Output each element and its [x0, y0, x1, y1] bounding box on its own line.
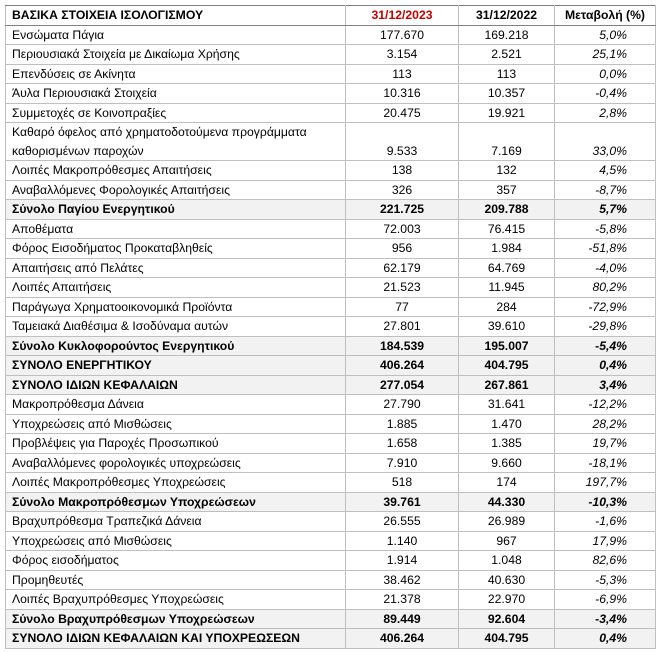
- row-change: -6,9%: [555, 590, 656, 610]
- row-label: Λοιπές Μακροπρόθεσμες Υποχρεώσεις: [6, 473, 346, 493]
- table-row: [6, 473, 656, 493]
- row-label: Φόρος Εισοδήματος Προκαταβληθείς: [6, 239, 346, 259]
- row-value-2022: 19.921: [459, 103, 555, 123]
- row-change: 82,6%: [555, 551, 656, 571]
- row-value-2022: 10.357: [459, 84, 555, 104]
- row-value-2022: 967: [459, 531, 555, 551]
- row-label: Ενσώματα Πάγια: [6, 25, 346, 45]
- row-value-2023: 1.140: [346, 531, 459, 551]
- total-row: [6, 629, 656, 649]
- row-value-2022: 2.521: [459, 45, 555, 65]
- row-value-2023: 138: [346, 161, 459, 181]
- row-label: Σύνολο Παγίου Ενεργητικού: [6, 200, 346, 220]
- table-row: [6, 84, 656, 104]
- row-label: Αναβαλλόμενες φορολογικές υποχρεώσεις: [6, 453, 346, 473]
- table-row: [6, 258, 656, 278]
- row-label: Μακροπρόθεσμα Δάνεια: [6, 395, 346, 415]
- row-label: Βραχυπρόθεσμα Τραπεζικά Δάνεια: [6, 512, 346, 532]
- row-label: ΣΥΝΟΛΟ ΙΔΙΩΝ ΚΕΦΑΛΑΙΩΝ ΚΑΙ ΥΠΟΧΡΕΩΣΕΩΝ: [6, 629, 346, 649]
- row-value-2023: 406.264: [346, 629, 459, 649]
- row-label: Λοιπές Βραχυπρόθεσμες Υποχρεώσεις: [6, 590, 346, 610]
- row-change: 197,7%: [555, 473, 656, 493]
- row-value-2022: 11.945: [459, 278, 555, 298]
- row-label: Σύνολο Μακροπρόθεσμων Υποχρεώσεων: [6, 492, 346, 512]
- row-change: 5,7%: [555, 200, 656, 220]
- row-change: -29,8%: [555, 317, 656, 337]
- row-value-2022: 44.330: [459, 492, 555, 512]
- row-value-2022: 22.970: [459, 590, 555, 610]
- row-value-2023: 221.725: [346, 200, 459, 220]
- row-value-2022: 26.989: [459, 512, 555, 532]
- row-value-2023: 77: [346, 297, 459, 317]
- row-value-2023: 184.539: [346, 336, 459, 356]
- row-value-2022: 31.641: [459, 395, 555, 415]
- table-row: [6, 570, 656, 590]
- row-label: ΣΥΝΟΛΟ ΙΔΙΩΝ ΚΕΦΑΛΑΙΩΝ: [6, 375, 346, 395]
- row-value-2022: 132: [459, 161, 555, 181]
- row-change: -5,3%: [555, 570, 656, 590]
- row-value-2023: 10.316: [346, 84, 459, 104]
- row-change: 5,0%: [555, 25, 656, 45]
- row-change: 80,2%: [555, 278, 656, 298]
- row-value-2023: 38.462: [346, 570, 459, 590]
- row-value-2023: 72.003: [346, 219, 459, 239]
- row-label: ΣΥΝΟΛΟ ΕΝΕΡΓΗΤΙΚΟΥ: [6, 356, 346, 376]
- table-row: [6, 414, 656, 434]
- row-label: Φόρος εισοδήματος: [6, 551, 346, 571]
- table-row: [6, 531, 656, 551]
- row-change: -10,3%: [555, 492, 656, 512]
- row-value-2022: 113: [459, 64, 555, 84]
- row-change: -5,4%: [555, 336, 656, 356]
- row-label: Παράγωγα Χρηματοοικονομικά Προϊόντα: [6, 297, 346, 317]
- row-value-2023: 326: [346, 180, 459, 200]
- row-label: Απαιτήσεις από Πελάτες: [6, 258, 346, 278]
- row-label: Συμμετοχές σε Κοινοπραξίες: [6, 103, 346, 123]
- row-label: Υποχρεώσεις από Μισθώσεις: [6, 531, 346, 551]
- row-value-2023: 1.914: [346, 551, 459, 571]
- row-label: Προμηθευτές: [6, 570, 346, 590]
- row-label: Άυλα Περιουσιακά Στοιχεία: [6, 84, 346, 104]
- row-value-2023: 20.475: [346, 103, 459, 123]
- row-value-2023: 1.885: [346, 414, 459, 434]
- table-row: [6, 551, 656, 571]
- row-value-2022: 1.470: [459, 414, 555, 434]
- row-value-2022: 169.218: [459, 25, 555, 45]
- row-value-2023: 3.154: [346, 45, 459, 65]
- row-change: -18,1%: [555, 453, 656, 473]
- row-change: -8,7%: [555, 180, 656, 200]
- row-label: Σύνολο Κυκλοφορούντος Ενεργητικού: [6, 336, 346, 356]
- table-row: [6, 453, 656, 473]
- row-change: 19,7%: [555, 434, 656, 454]
- row-change: -5,8%: [555, 219, 656, 239]
- row-value-2022: 9.660: [459, 453, 555, 473]
- table-row: [6, 395, 656, 415]
- table-row: [6, 45, 656, 65]
- row-value-2023: 39.761: [346, 492, 459, 512]
- total-row: [6, 609, 656, 629]
- row-value-2023: 26.555: [346, 512, 459, 532]
- table-row: [6, 103, 656, 123]
- row-value-2022: 209.788: [459, 200, 555, 220]
- row-value-2023: 956: [346, 239, 459, 259]
- row-label: Περιουσιακά Στοιχεία με Δικαίωμα Χρήσης: [6, 45, 346, 65]
- row-change: -0,4%: [555, 84, 656, 104]
- balance-sheet: [5, 5, 655, 649]
- row-value-2023: 89.449: [346, 609, 459, 629]
- header-label: ΒΑΣΙΚΑ ΣΤΟΙΧΕΙΑ ΙΣΟΛΟΓΙΣΜΟΥ: [6, 6, 346, 26]
- header-change: Μεταβολή (%): [555, 6, 656, 26]
- row-value-2023: 27.801: [346, 317, 459, 337]
- table-row: [6, 590, 656, 610]
- row-change: 0,4%: [555, 629, 656, 649]
- row-change: 0,4%: [555, 356, 656, 376]
- row-change: 0,0%: [555, 64, 656, 84]
- row-label: Σύνολο Βραχυπρόθεσμων Υποχρεώσεων: [6, 609, 346, 629]
- row-value-2023: 7.910: [346, 453, 459, 473]
- row-change: 28,2%: [555, 414, 656, 434]
- row-value-2022: 357: [459, 180, 555, 200]
- row-value-2023: 1.658: [346, 434, 459, 454]
- row-label: Αποθέματα: [6, 219, 346, 239]
- row-change: -3,4%: [555, 609, 656, 629]
- row-value-2022: 76.415: [459, 219, 555, 239]
- row-value-2022: 267.861: [459, 375, 555, 395]
- row-value-2022: 40.630: [459, 570, 555, 590]
- row-value-2023: 277.054: [346, 375, 459, 395]
- table-row: [6, 239, 656, 259]
- row-change: 2,8%: [555, 103, 656, 123]
- balance-sheet-table: [5, 5, 656, 649]
- row-label: Λοιπές Απαιτήσεις: [6, 278, 346, 298]
- row-change: -12,2%: [555, 395, 656, 415]
- row-label: Λοιπές Μακροπρόθεσμες Απαιτήσεις: [6, 161, 346, 181]
- row-value-2022: 404.795: [459, 629, 555, 649]
- row-value-2023: 113: [346, 64, 459, 84]
- table-row: [6, 180, 656, 200]
- row-value-2022: 195.007: [459, 336, 555, 356]
- row-value-2022: 284: [459, 297, 555, 317]
- total-row: [6, 356, 656, 376]
- row-value-2022: 174: [459, 473, 555, 493]
- table-row: [6, 123, 656, 161]
- total-row: [6, 375, 656, 395]
- table-row: [6, 317, 656, 337]
- row-value-2023: 518: [346, 473, 459, 493]
- row-label: Προβλέψεις για Παροχές Προσωπικού: [6, 434, 346, 454]
- row-value-2022: 1.385: [459, 434, 555, 454]
- row-value-2022: 39.610: [459, 317, 555, 337]
- header-row: [6, 6, 656, 26]
- total-row: [6, 336, 656, 356]
- row-value-2023: 177.670: [346, 25, 459, 45]
- row-value-2023: 62.179: [346, 258, 459, 278]
- row-label: Καθαρό όφελος από χρηματοδοτούμενα προγράμματα καθορισμένων παροχών: [6, 123, 346, 161]
- row-label: Ταμειακά Διαθέσιμα & Ισοδύναμα αυτών: [6, 317, 346, 337]
- row-value-2022: 64.769: [459, 258, 555, 278]
- row-change: 3,4%: [555, 375, 656, 395]
- row-value-2023: 27.790: [346, 395, 459, 415]
- table-row: [6, 161, 656, 181]
- row-value-2023: 406.264: [346, 356, 459, 376]
- row-value-2022: 1.984: [459, 239, 555, 259]
- table-row: [6, 278, 656, 298]
- table-body: [6, 25, 656, 648]
- row-label: Αναβαλλόμενες Φορολογικές Απαιτήσεις: [6, 180, 346, 200]
- row-value-2022: 7.169: [459, 123, 555, 161]
- table-row: [6, 219, 656, 239]
- row-change: -72,9%: [555, 297, 656, 317]
- row-label: Υποχρεώσεις από Μισθώσεις: [6, 414, 346, 434]
- table-row: [6, 297, 656, 317]
- header-2023: 31/12/2023: [346, 6, 459, 26]
- row-label: Επενδύσεις σε Ακίνητα: [6, 64, 346, 84]
- table-row: [6, 434, 656, 454]
- table-row: [6, 25, 656, 45]
- row-change: 25,1%: [555, 45, 656, 65]
- row-value-2023: 9.533: [346, 123, 459, 161]
- total-row: [6, 200, 656, 220]
- row-value-2023: 21.523: [346, 278, 459, 298]
- header-2022: 31/12/2022: [459, 6, 555, 26]
- row-change: 17,9%: [555, 531, 656, 551]
- table-row: [6, 64, 656, 84]
- row-change: -1,6%: [555, 512, 656, 532]
- table-row: [6, 512, 656, 532]
- row-value-2022: 1.048: [459, 551, 555, 571]
- row-value-2022: 404.795: [459, 356, 555, 376]
- total-row: [6, 492, 656, 512]
- row-change: -4,0%: [555, 258, 656, 278]
- row-value-2023: 21.378: [346, 590, 459, 610]
- row-value-2022: 92.604: [459, 609, 555, 629]
- row-change: 33,0%: [555, 123, 656, 161]
- row-change: 4,5%: [555, 161, 656, 181]
- row-change: -51,8%: [555, 239, 656, 259]
